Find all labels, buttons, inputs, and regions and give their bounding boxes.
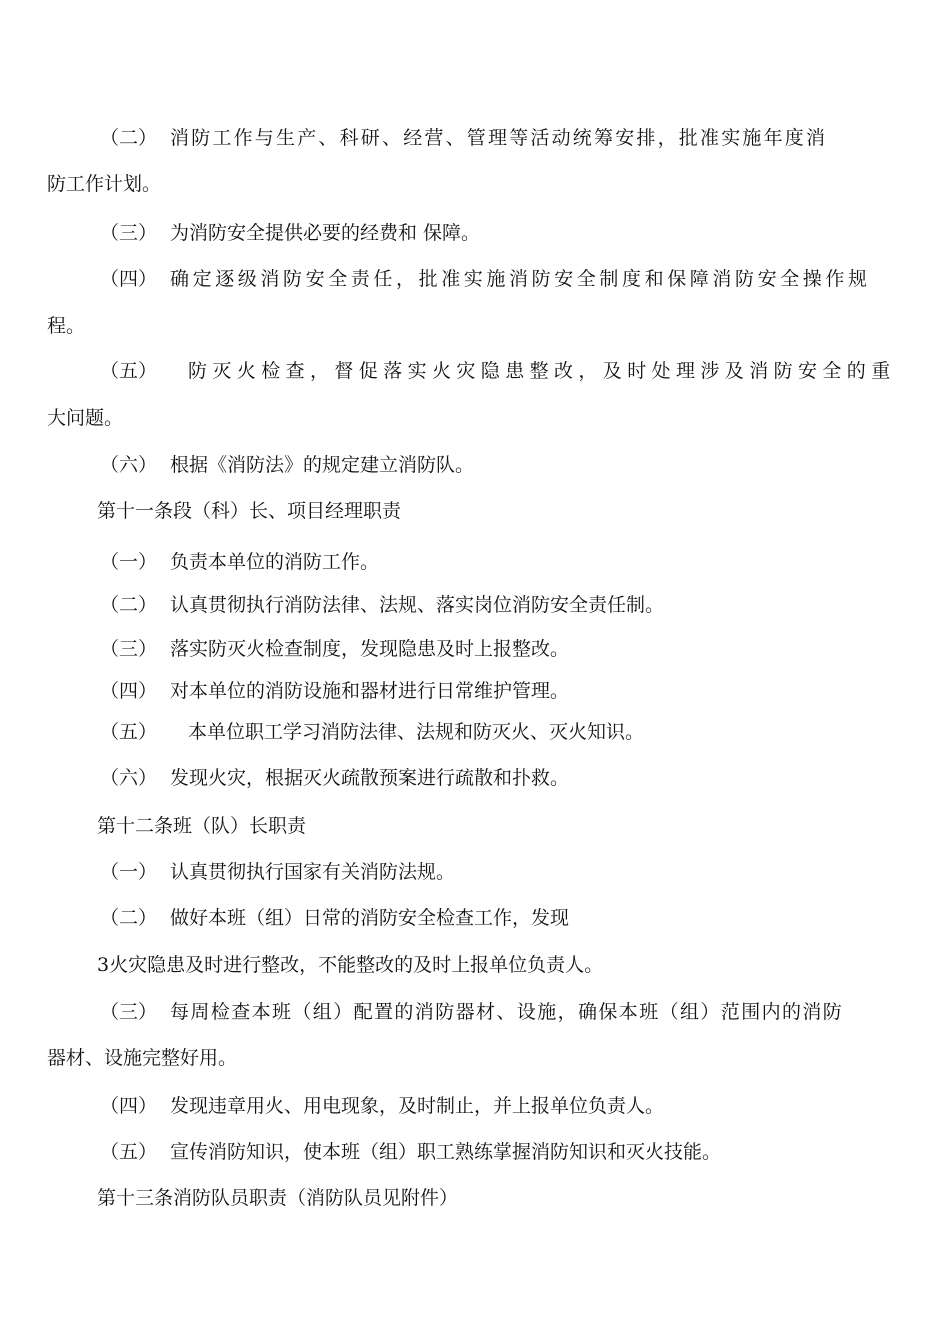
item-marker: （四） (100, 1095, 158, 1117)
article-heading-11: 第十一条段（科）长、项目经理职责 (97, 500, 402, 522)
item-marker: （五） (100, 721, 158, 743)
paragraph-item-1 (100, 550, 379, 574)
paragraph-text: 发现违章用火、用电现象，及时制止，并上报单位负责人。 (170, 1095, 665, 1117)
paragraph-text: 认真贯彻执行国家有关消防法规。 (170, 861, 456, 883)
item-marker: （三） (100, 222, 158, 244)
paragraph-item-2 (100, 126, 897, 150)
paragraph-item-6 (100, 453, 474, 477)
paragraph-item-2 (100, 906, 569, 930)
paragraph-item-5 (100, 1140, 721, 1164)
paragraph-text: 负责本单位的消防工作。 (170, 551, 380, 573)
paragraph-text: 根据《消防法》的规定建立消防队。 (170, 454, 475, 476)
item-marker: （六） (100, 454, 158, 476)
paragraph-item-3 (100, 221, 480, 245)
paragraph-item-2 (100, 593, 664, 617)
paragraph-text: 发现火灾，根据灭火疏散预案进行疏散和扑救。 (170, 767, 570, 789)
item-marker: （三） (100, 1001, 158, 1023)
paragraph-item-1 (100, 860, 455, 884)
paragraph-text: 落实防灭火检查制度，发现隐患及时上报整改。 (170, 638, 570, 660)
paragraph-item-5 (100, 720, 644, 744)
item-marker: （一） (100, 861, 158, 883)
article-heading-12: 第十二条班（队）长职责 (97, 815, 307, 837)
paragraph-text: 宣传消防知识，使本班（组）职工熟练掌握消防知识和灭火技能。 (170, 1141, 722, 1163)
paragraph-continuation: 防工作计划。 (47, 173, 162, 195)
item-marker: （二） (100, 127, 158, 149)
paragraph-text: 确定逐级消防安全责任，批准实施消防安全制度和保障消防安全操作规 (170, 268, 871, 290)
item-marker: （四） (100, 680, 158, 702)
paragraph-item-5 (100, 359, 896, 383)
item-marker: （二） (100, 594, 158, 616)
paragraph-text: 消防工作与生产、科研、经营、管理等活动统筹安排，批准实施年度消 (170, 127, 828, 149)
paragraph-continuation: 程。 (47, 315, 86, 337)
paragraph-item-3 (100, 1000, 843, 1024)
paragraph-continuation: 器材、设施完整好用。 (47, 1047, 238, 1069)
paragraph-item-4 (100, 1094, 664, 1118)
paragraph-text: 为消防安全提供必要的经费和 保障。 (170, 222, 481, 244)
paragraph-item-3 (100, 637, 569, 661)
item-marker: （一） (100, 551, 158, 573)
item-marker: （六） (100, 767, 158, 789)
item-marker: （三） (100, 638, 158, 660)
paragraph-text: 认真贯彻执行消防法律、法规、落实岗位消防安全责任制。 (170, 594, 665, 616)
paragraph-text: 每周检查本班（组）配置的消防器材、设施，确保本班（组）范围内的消防 (170, 1001, 844, 1023)
item-marker: （二） (100, 907, 158, 929)
paragraph-item-4 (100, 679, 569, 703)
paragraph-text: 本单位职工学习消防法律、法规和防灭火、灭火知识。 (188, 721, 645, 743)
paragraph-item-4 (100, 267, 871, 291)
paragraph-text: 做好本班（组）日常的消防安全检查工作，发现 (170, 907, 570, 929)
paragraph-item-6 (100, 766, 569, 790)
paragraph-continuation: 大问题。 (47, 407, 124, 429)
paragraph-text: 对本单位的消防设施和器材进行日常维护管理。 (170, 680, 570, 702)
article-heading-13: 第十三条消防队员职责（消防队员见附件） (97, 1187, 459, 1209)
paragraph-text-continued: 3火灾隐患及时进行整改，不能整改的及时上报单位负责人。 (97, 954, 604, 976)
item-marker: （五） (100, 1141, 158, 1163)
item-marker: （四） (100, 268, 158, 290)
item-marker: （五） (100, 360, 158, 382)
paragraph-text: 防灭火检查，督促落实火灾隐患整改，及时处理涉及消防安全的重 (188, 360, 896, 382)
